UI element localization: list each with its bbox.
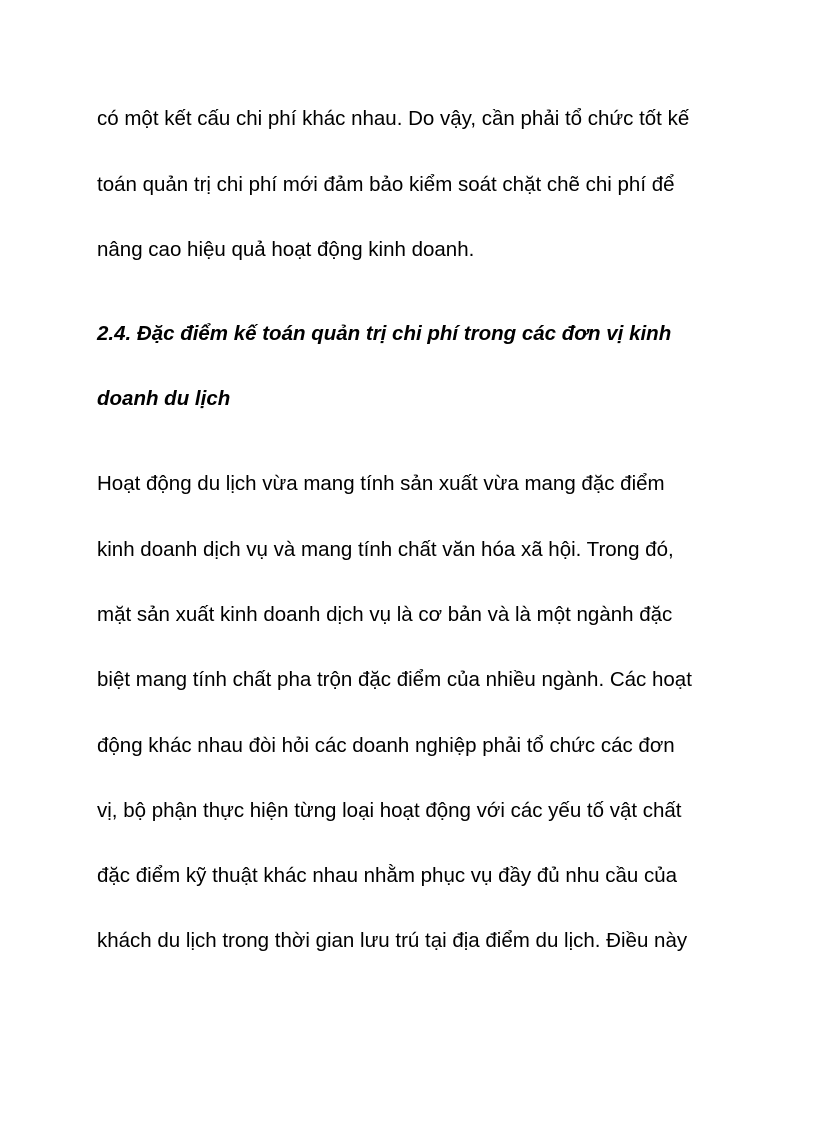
text-line: có một kết cấu chi phí khác nhau. Do vậy, cần phải tổ chức tốt kế: [97, 107, 690, 130]
text-line: mặt sản xuất kinh doanh dịch vụ là cơ bản và là một ngành đặc: [97, 603, 673, 626]
heading-line: 2.4. Đặc điểm kế toán quản trị chi phí trong các đơn vị kinh: [97, 322, 672, 345]
heading-line: doanh du lịch: [97, 387, 231, 410]
text-line: động khác nhau đòi hỏi các doanh nghiệp phải tổ chức các đơn: [97, 734, 675, 757]
text-line: khách du lịch trong thời gian lưu trú tại địa điểm du lịch. Điều này: [97, 929, 688, 952]
text-line: đặc điểm kỹ thuật khác nhau nhằm phục vụ đầy đủ nhu cầu của: [97, 864, 678, 887]
text-line: biệt mang tính chất pha trộn đặc điểm của nhiều ngành. Các hoạt: [97, 668, 692, 691]
text-line: Hoạt động du lịch vừa mang tính sản xuất vừa mang đặc điểm: [97, 472, 665, 495]
text-line: nâng cao hiệu quả hoạt động kinh doanh.: [97, 238, 475, 261]
text-line: toán quản trị chi phí mới đảm bảo kiểm soát chặt chẽ chi phí để: [97, 173, 675, 196]
text-line: kinh doanh dịch vụ và mang tính chất văn hóa xã hội. Trong đó,: [97, 538, 674, 561]
text-line: vị, bộ phận thực hiện từng loại hoạt động với các yếu tố vật chất: [97, 799, 682, 822]
